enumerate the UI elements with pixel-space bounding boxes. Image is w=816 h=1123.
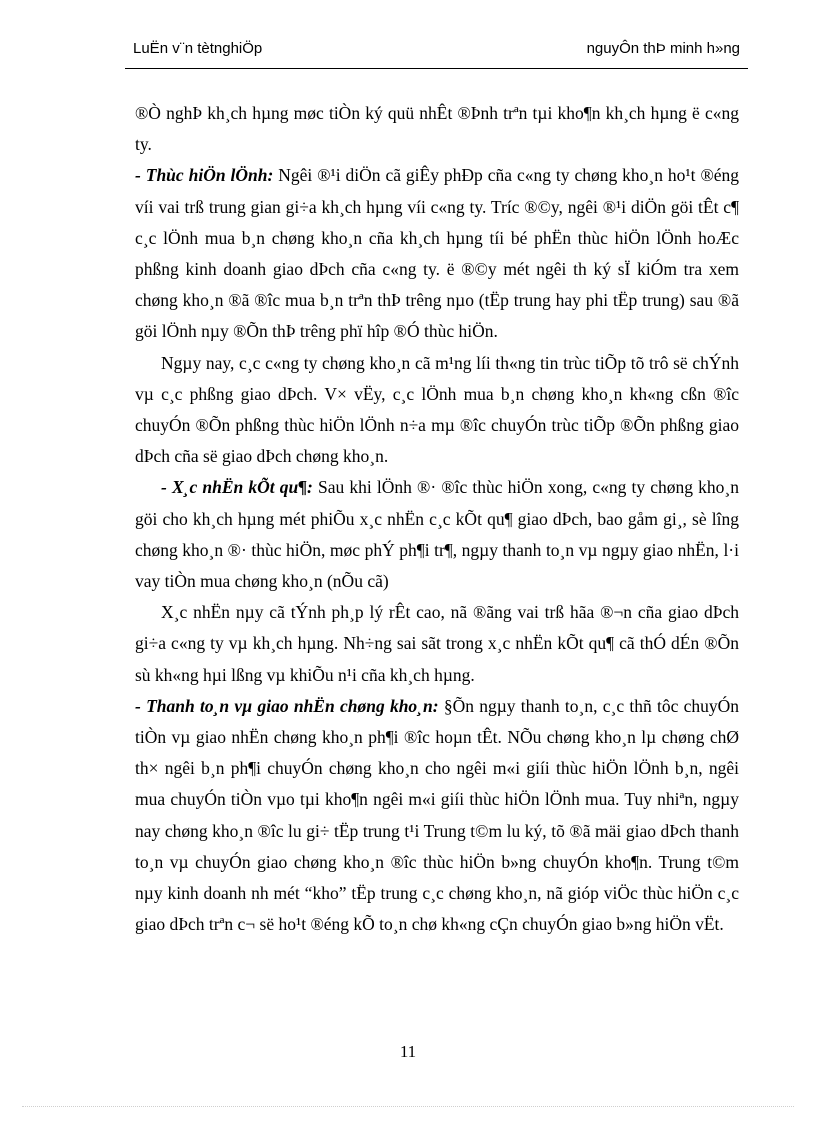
section-term: - X¸c nhËn kÕt qu¶: [161,477,313,498]
paragraph-text: §Õn ngµy thanh to¸n, c¸c thñ tôc chuyÓn tiÒn vµ giao nhËn chøng kho¸n ph¶i ®îc hoµn tÊt. NÕu chøng kho¸n lµ chøng chØ th× ngêi b¸n ph¶i chuyÓn chøng kho¸n cho ngêi m«i giíi thùc hiÖn lÖnh b¸n, ngêi mua chuyÓn tiÒn vµo tµi kho¶n ngêi m«i giíi thùc hiÖn lÖnh mua. Tuy nhiªn, ngµy nay chøng kho¸n ®îc lu gi÷ tËp trung t¹i Trung t©m lu ký, tõ ®ã mäi giao dÞch thanh to¸n vµ chuyÓn giao chøng kho¸n ®îc thùc hiÖn b»ng chuyÓn kho¶n. Trung t©m nµy kinh doanh nh mét “kho” tËp trung c¸c chøng kho¸n, nã gióp viÖc thùc hiÖn c¸c giao dÞch trªn c¬ së ho¹t ®éng kÕ to¸n chø kh«ng cÇn chuyÓn giao b»ng hiÖn vËt. [135,695,739,935]
page-bottom-divider [22,1106,794,1107]
header-thesis-title: LuËn v¨n tètnghiÖp [133,40,263,57]
page-number: 11 [399,1042,417,1061]
paragraph-margin-deposit [135,98,739,160]
paragraph-text: Ngêi ®¹i diÖn cã giÊy phÐp cña c«ng ty chøng kho¸n ho¹t ®éng víi vai trß trung gian gi÷a kh¸ch hµng víi c«ng ty. Tríc ®©y, ngêi ®¹i diÖn göi tÊt c¶ c¸c lÖnh mua b¸n chøng kho¸n cña kh¸ch hµng tíi bé phËn thùc hiÖn lÖnh hoÆc phßng kinh doanh giao dÞch cña c«ng ty. ë ®©y mét ngêi th ký sÏ kiÓm tra xem chøng kho¸n ®ã ®îc mua b¸n trªn thÞ trêng nµo (tËp trung hay phi tËp trung) sau ®ã göi lÖnh nµy ®Õn thÞ trêng phï hîp ®Ó thùc hiÖn. [135,165,740,342]
section-term: - Thùc hiÖn lÖnh: [135,165,274,186]
paragraph-confirmation [135,472,739,597]
paragraph-text: ®Ò nghÞ kh¸ch hµng møc tiÒn ký quü nhÊt ®Þnh trªn tµi kho¶n kh¸ch hµng ë c«ng ty. [135,103,739,155]
paragraph-settlement [135,691,739,941]
paragraph-text: Ngµy nay, c¸c c«ng ty chøng kho¸n cã m¹ng líi th«ng tin trùc tiÕp tõ trô së chÝnh vµ c¸c phßng giao dÞch. V× vËy, c¸c lÖnh mua b¸n chøng kho¸n kh«ng cßn ®îc chuyÓn ®Õn phßng thùc hiÖn lÖnh n÷a mµ ®îc chuyÓn trùc tiÕp ®Õn phßng giao dÞch cña së giao dÞch chøng kho¸n. [135,352,739,467]
paragraph-text: X¸c nhËn nµy cã tÝnh ph¸p lý rÊt cao, nã ®ãng vai trß hãa ®¬n cña giao dÞch gi÷a c«ng ty vµ kh¸ch hµng. Nh÷ng sai sãt trong x¸c nhËn kÕt qu¶ cã thÓ dÉn ®Õn sù kh«ng hµi lßng vµ khiÕu n¹i cña kh¸ch hµng. [135,602,739,685]
paragraph-text: Sau khi lÖnh ®· ®îc thùc hiÖn xong, c«ng ty chøng kho¸n göi cho kh¸ch hµng mét phiÕu x¸c nhËn c¸c kÕt qu¶ giao dÞch, bao gåm gi¸, sè lîng chøng kho¸n ®· thùc hiÖn, møc phÝ ph¶i tr¶, ngµy thanh to¸n vµ ngµy giao nhËn, l·i vay tiÒn mua chøng kho¸n (nÕu cã) [135,477,739,592]
header-author-name: nguyÔn thÞ minh h»ng [586,40,740,57]
paragraph-confirmation-legal [135,597,739,691]
page-header [125,38,748,69]
document-body [135,98,739,940]
section-term: - Thanh to¸n vµ giao nhËn chøng kho¸n: [135,695,439,716]
paragraph-order-execution [135,160,739,347]
paragraph-network [135,348,739,473]
